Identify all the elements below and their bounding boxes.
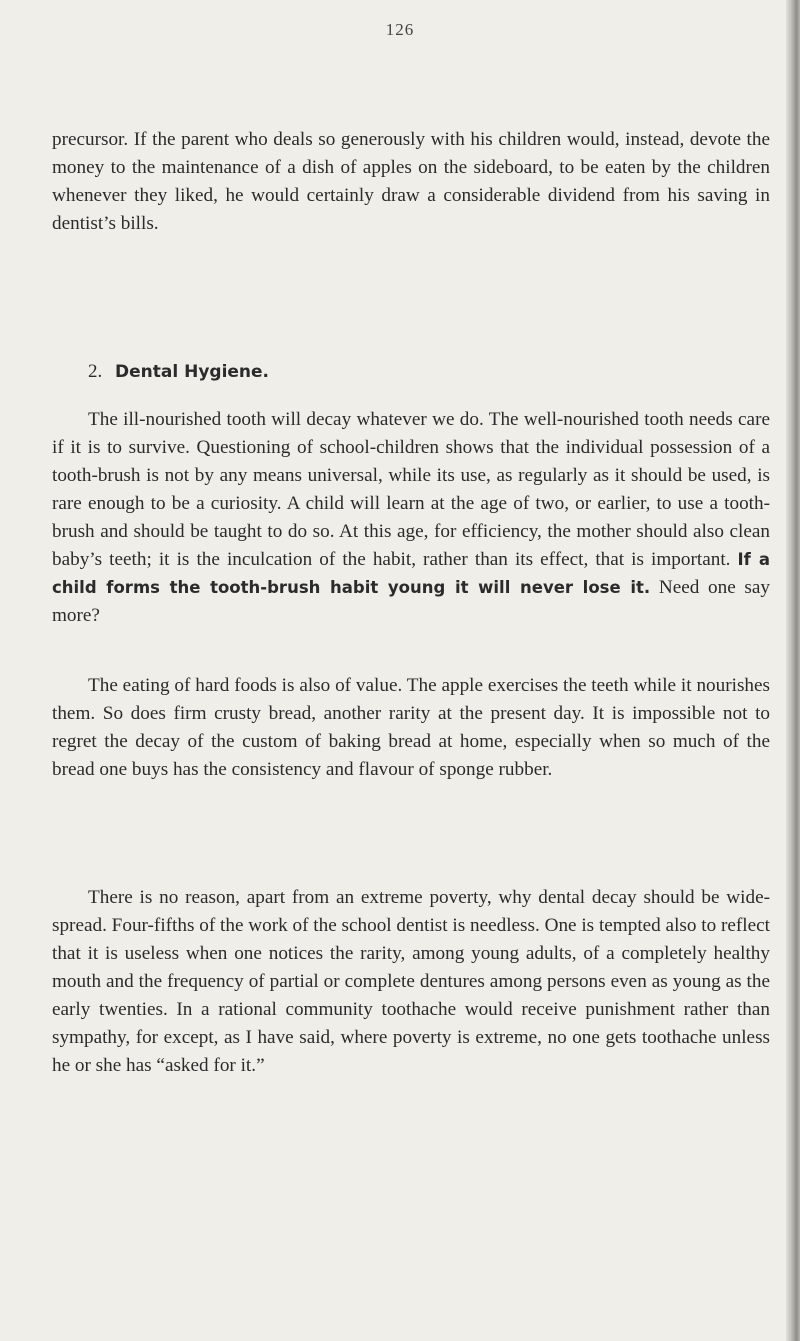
paragraph-hard-foods: [52, 672, 770, 784]
paragraph-dental-decay: [52, 884, 770, 1080]
section-heading: [88, 358, 269, 386]
paragraph-text: There is no reason, apart from an extreme poverty, why dental decay should be wide-spread. Four-fifths of the work of the school dentist is needless. One is tempted also to reflect that it is useless when one notices the rarity, among young adults, of a completely healthy mouth and the frequency of partial or complete dentures among persons even as young as the early twenties. In a rational community toothache would receive punishment rather than sympathy, for except, as I have said, where poverty is extreme, no one gets toothache unless he or she has “asked for it.”: [52, 887, 770, 1076]
paragraph-dental-hygiene: [52, 406, 770, 630]
closing-sentence: Need one say more?: [52, 577, 771, 626]
paragraph-precursor: [52, 126, 770, 238]
paragraph-text: [52, 406, 770, 630]
section-title: Dental Hygiene.: [115, 362, 270, 382]
paragraph-body: The ill-nourished tooth will decay whatever we do. The well-nourished tooth needs care if it is to survive. Questioning of school-children shows that the individual possession of a tooth-brush is not by any means universal, while its use, as regularly as it should be used, is rare enough to be a curiosity. A child will learn at the age of two, or earlier, to use a tooth-brush and should be taught to do so. At this age, for efficiency, the mother should also clean baby’s teeth; it is the inculcation of the habit, rather than its effect, that is important.: [52, 409, 770, 570]
page-number: 126: [385, 20, 415, 39]
section-number: 2.: [88, 361, 103, 382]
page-edge-shadow: [786, 0, 800, 1341]
emphasis-sentence: If a child forms the tooth-brush habit young it will never lose it.: [52, 550, 770, 597]
paragraph-text: precursor. If the parent who deals so generously with his children would, instead, devote the money to the maintenance of a dish of apples on the sideboard, to be eaten by the children whenever they liked, he would certainly draw a considerable dividend from his saving in dentist’s bills.: [52, 129, 770, 234]
paragraph-text: The eating of hard foods is also of value. The apple exercises the teeth while it nourishes them. So does firm crusty bread, another rarity at the present day. It is impossible not to regret the decay of the custom of baking bread at home, especially when so much of the bread one buys has the consistency and flavour of sponge rubber.: [52, 675, 770, 780]
